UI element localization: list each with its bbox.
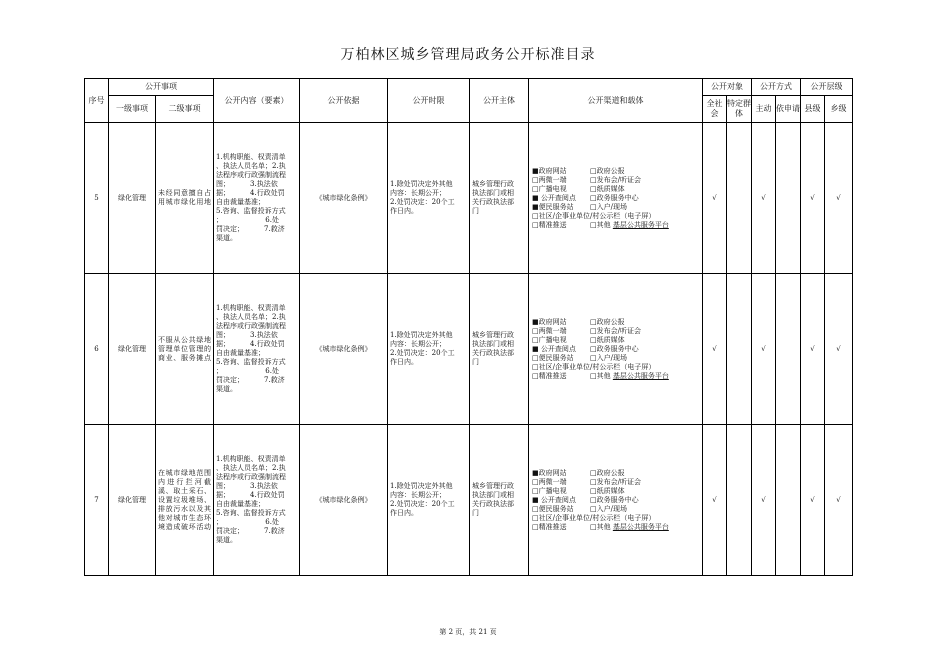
cell-time [388, 425, 470, 576]
content-line: 图； 3.执法依 [216, 180, 278, 188]
header-level-town: 乡级 [825, 96, 853, 123]
channel-line [532, 203, 699, 212]
channel-option: □入户/现场 [590, 353, 627, 362]
content-line: 1.机构职能、权责清单 [216, 153, 286, 161]
header-seq: 序号 [85, 79, 109, 123]
channel-option: ■ 公开查阅点 [532, 495, 576, 504]
channel-line [532, 354, 699, 363]
channel-option: □精准推送 [532, 220, 567, 229]
channel-line [532, 318, 699, 327]
channel-line [532, 194, 699, 203]
header-row-1 [85, 79, 853, 96]
cell-subject [470, 274, 529, 425]
channel-option: □发布会/听证会 [590, 477, 641, 486]
content-line: 罚决定； 7.救济 [216, 225, 285, 233]
time-line: 2.处罚决定：20个工 [390, 198, 455, 206]
content-line: 法程序或行政强制流程 [216, 473, 286, 481]
cell-seq: 7 [85, 425, 109, 576]
header-level-county: 县级 [801, 96, 825, 123]
cell-seq: 6 [85, 274, 109, 425]
header-subject: 公开主体 [470, 79, 529, 123]
content-line: 图； 3.执法依 [216, 482, 278, 490]
subject-line: 门 [472, 509, 479, 517]
cell-target-group [727, 123, 752, 274]
channel-option: □两微一端 [532, 175, 567, 184]
channel-option: □政务服务中心 [590, 495, 639, 504]
header-channel: 公开渠道和载体 [529, 79, 703, 123]
table-row [85, 123, 853, 274]
channel-option: □纸质媒体 [590, 486, 625, 495]
cell-mode-request [776, 274, 801, 425]
cell-subject [470, 425, 529, 576]
channel-option: □政府公报 [590, 166, 625, 175]
channel-option-other: □其他 基层公共服务平台 [590, 371, 669, 380]
subject-line: 关行政执法部 [472, 198, 514, 206]
channel-option: □发布会/听证会 [590, 326, 641, 335]
channel-option: □两微一端 [532, 477, 567, 486]
content-line: 法程序或行政强制流程 [216, 171, 286, 179]
channel-line [532, 167, 699, 176]
channel-option: □政府公报 [590, 317, 625, 326]
channel-line [532, 487, 699, 496]
header-level: 公开层级 [801, 79, 853, 96]
channel-line [532, 514, 699, 523]
cell-channels [529, 425, 703, 576]
time-line: 1.除处罚决定外其他 [390, 482, 453, 490]
cell-content [214, 123, 300, 274]
content-line: 据； 4.行政处罚 [216, 491, 285, 499]
content-line: 、执法人员名单；2.执 [216, 162, 286, 170]
time-line: 内容：长期公开； [390, 340, 446, 348]
channel-option-other: □其他 基层公共服务平台 [590, 522, 669, 531]
time-line: 2.处罚决定：20个工 [390, 349, 455, 357]
cell-level-county: √ [801, 123, 825, 274]
content-line: ； 6.处 [216, 367, 279, 375]
header-target-all: 全社会 [703, 96, 727, 123]
time-line: 2.处罚决定：20个工 [390, 500, 455, 508]
cell-level-county: √ [801, 425, 825, 576]
subject-line: 城乡管理行政 [472, 180, 514, 188]
content-line: 自由裁量基准； [216, 500, 265, 508]
cell-target-group [727, 274, 752, 425]
cell-level2: 不服从公共绿地管理单位管理的商业、服务摊点 [156, 274, 214, 425]
content-line: 据； 4.行政处罚 [216, 189, 285, 197]
cell-target-group [727, 425, 752, 576]
content-line: 自由裁量基准； [216, 198, 265, 206]
channel-option: □政府公报 [590, 468, 625, 477]
cell-mode-request [776, 425, 801, 576]
cell-time [388, 274, 470, 425]
page-number: 第 2 页，共 21 页 [439, 628, 497, 636]
channel-line [532, 327, 699, 336]
cell-time [388, 123, 470, 274]
time-line: 作日内。 [390, 358, 418, 366]
cell-basis: 《城市绿化条例》 [300, 123, 388, 274]
channel-option: ■政府网站 [532, 317, 567, 326]
cell-basis: 《城市绿化条例》 [300, 425, 388, 576]
header-target: 公开对象 [703, 79, 752, 96]
channel-option: □纸质媒体 [590, 335, 625, 344]
subject-line: 执法部门或相 [472, 491, 514, 499]
channel-line [532, 523, 699, 532]
channel-option: □精准推送 [532, 522, 567, 531]
cell-level-town: √ [825, 123, 853, 274]
header-items: 公开事项 [109, 79, 214, 96]
channel-line [532, 212, 699, 221]
cell-mode-active: √ [752, 274, 776, 425]
subject-line: 执法部门或相 [472, 340, 514, 348]
channel-option: □发布会/听证会 [590, 175, 641, 184]
content-line: 5.咨询、监督投诉方式 [216, 358, 286, 366]
cell-content [214, 274, 300, 425]
cell-level1: 绿化管理 [109, 274, 156, 425]
cell-level-town: √ [825, 274, 853, 425]
cell-level-town: √ [825, 425, 853, 576]
content-line: 渠道。 [216, 536, 237, 544]
content-line: ； 6.处 [216, 216, 279, 224]
cell-level1: 绿化管理 [109, 425, 156, 576]
subject-line: 门 [472, 207, 479, 215]
cell-target-all: √ [703, 274, 727, 425]
content-line: 图； 3.执法依 [216, 331, 278, 339]
channel-option: □社区/企事业单位/村公示栏（电子屏） [532, 362, 656, 371]
channel-option: □社区/企事业单位/村公示栏（电子屏） [532, 211, 656, 220]
table-row [85, 425, 853, 576]
channel-line [532, 372, 699, 381]
channel-option: □广播电视 [532, 486, 567, 495]
channel-option: □纸质媒体 [590, 184, 625, 193]
channel-option: □政务服务中心 [590, 344, 639, 353]
cell-level1: 绿化管理 [109, 123, 156, 274]
page-title: 万柏林区城乡管理局政务公开标准目录 [340, 47, 596, 63]
content-line: 1.机构职能、权责清单 [216, 455, 286, 463]
content-line: 自由裁量基准； [216, 349, 265, 357]
header-target-group: 特定群体 [727, 96, 752, 123]
channel-line [532, 345, 699, 354]
header-content: 公开内容（要素） [214, 79, 300, 123]
content-line: 、执法人员名单；2.执 [216, 464, 286, 472]
subject-line: 关行政执法部 [472, 349, 514, 357]
channel-line [532, 336, 699, 345]
channel-line [532, 176, 699, 185]
channel-line [532, 505, 699, 514]
cell-level-county: √ [801, 274, 825, 425]
content-line: 1.机构职能、权责清单 [216, 304, 286, 312]
channel-other-value: 基层公共服务平台 [612, 371, 669, 380]
content-line: 渠道。 [216, 234, 237, 242]
channel-option: ■政府网站 [532, 468, 567, 477]
cell-subject [470, 123, 529, 274]
content-line: 罚决定； 7.救济 [216, 527, 285, 535]
table-row [85, 274, 853, 425]
time-line: 作日内。 [390, 509, 418, 517]
subject-line: 城乡管理行政 [472, 482, 514, 490]
content-line: 5.咨询、监督投诉方式 [216, 207, 286, 215]
channel-line [532, 363, 699, 372]
channel-option: □广播电视 [532, 184, 567, 193]
channel-other-value: 基层公共服务平台 [612, 220, 669, 229]
header-level1: 一级事项 [109, 96, 156, 123]
cell-basis: 《城市绿化条例》 [300, 274, 388, 425]
channel-line [532, 469, 699, 478]
cell-mode-active: √ [752, 123, 776, 274]
time-line: 1.除处罚决定外其他 [390, 180, 453, 188]
subject-line: 执法部门或相 [472, 189, 514, 197]
header-time: 公开时限 [388, 79, 470, 123]
channel-option: □两微一端 [532, 326, 567, 335]
channel-option: □政务服务中心 [590, 193, 639, 202]
channel-option: ■政府网站 [532, 166, 567, 175]
channel-option: □社区/企事业单位/村公示栏（电子屏） [532, 513, 656, 522]
channel-other-value: 基层公共服务平台 [612, 522, 669, 531]
time-line: 内容：长期公开； [390, 491, 446, 499]
cell-channels [529, 123, 703, 274]
time-line: 内容：长期公开； [390, 189, 446, 197]
cell-mode-active: √ [752, 425, 776, 576]
channel-option: □便民服务站 [532, 504, 574, 513]
content-line: 、执法人员名单；2.执 [216, 313, 286, 321]
cell-seq: 5 [85, 123, 109, 274]
cell-channels [529, 274, 703, 425]
content-line: 据； 4.行政处罚 [216, 340, 285, 348]
cell-target-all: √ [703, 123, 727, 274]
subject-line: 城乡管理行政 [472, 331, 514, 339]
catalog-table [84, 78, 853, 576]
channel-option: □便民服务站 [532, 353, 574, 362]
channel-line [532, 221, 699, 230]
channel-option-other: □其他 基层公共服务平台 [590, 220, 669, 229]
channel-line [532, 496, 699, 505]
channel-option: □广播电视 [532, 335, 567, 344]
cell-target-all: √ [703, 425, 727, 576]
channel-option: ■便民服务站 [532, 202, 574, 211]
header-mode-request: 依申请 [776, 96, 801, 123]
channel-line [532, 478, 699, 487]
cell-level2: 未经同意擅自占用城市绿化用地 [156, 123, 214, 274]
time-line: 1.除处罚决定外其他 [390, 331, 453, 339]
subject-line: 门 [472, 358, 479, 366]
channel-line [532, 185, 699, 194]
channel-option: □入户/现场 [590, 504, 627, 513]
content-line: 5.咨询、监督投诉方式 [216, 509, 286, 517]
content-line: 罚决定； 7.救济 [216, 376, 285, 384]
header-mode: 公开方式 [752, 79, 801, 96]
cell-content [214, 425, 300, 576]
cell-level2: 在城市绿地范围内进行拦河截溪、取土采石、设置垃圾堆场、排放污水以及其他对城市生态环境造成破坏活动 [156, 425, 214, 576]
header-basis: 公开依据 [300, 79, 388, 123]
content-line: 法程序或行政强制流程 [216, 322, 286, 330]
time-line: 作日内。 [390, 207, 418, 215]
channel-option: □精准推送 [532, 371, 567, 380]
content-line: 渠道。 [216, 385, 237, 393]
channel-option: ■ 公开查阅点 [532, 193, 576, 202]
cell-mode-request [776, 123, 801, 274]
header-level2: 二级事项 [156, 96, 214, 123]
header-mode-active: 主动 [752, 96, 776, 123]
channel-option: ■ 公开查阅点 [532, 344, 576, 353]
content-line: ； 6.处 [216, 518, 279, 526]
subject-line: 关行政执法部 [472, 500, 514, 508]
channel-option: □入户/现场 [590, 202, 627, 211]
